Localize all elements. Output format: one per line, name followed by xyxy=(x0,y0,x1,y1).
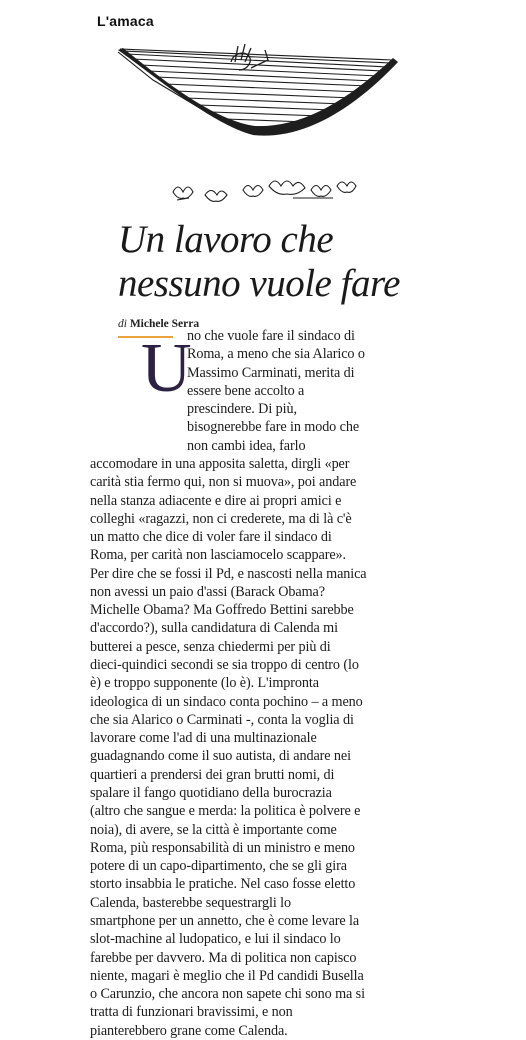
body-line: Per dire che se fossi il Pd, e nascosti nella manica xyxy=(90,565,367,582)
body-line: butterei a pesce, senza chiedermi per più di xyxy=(90,638,331,655)
body-line: guadagnando come il suo autista, di andare nei xyxy=(90,748,351,765)
body-line: prescindere. Di più, xyxy=(187,401,297,418)
body-line: Massimo Carminati, merita di xyxy=(187,364,355,381)
body-line: quartieri a prendersi dei gran brutti nomi, di xyxy=(90,766,335,783)
body-line: ideologica di un sindaco conta pochino – a meno xyxy=(90,693,363,710)
body-line: tratta di funzionari bravissimi, e non xyxy=(90,1004,293,1021)
body-line: smartphone per un annetto, che è come levare la xyxy=(90,912,360,929)
body-line: nella stanza adiacente e dire ai propri amici e xyxy=(90,492,342,509)
byline-prefix: di xyxy=(118,318,127,330)
drop-cap: U xyxy=(141,330,192,407)
body-line: non cambi idea, farlo xyxy=(187,437,306,454)
body-line: essere bene accolto a xyxy=(187,382,305,399)
author-name: Michele Serra xyxy=(129,318,200,330)
body-line: niente, magari è meglio che il Pd candidi Busella xyxy=(90,967,364,984)
body-line: bisognerebbe fare in modo che xyxy=(187,419,360,436)
body-line: colleghi «ragazzi, non ci crederete, ma di là c'è xyxy=(90,510,352,527)
body-line: che sia Alarico o Carminati -, conta la voglia di xyxy=(90,711,354,728)
body-line: non avessi un paio d'assi (Barack Obama? xyxy=(90,583,325,600)
body-line: Michelle Obama? Ma Goffredo Bettini sarebbe xyxy=(90,602,354,619)
column-rubric: L'amaca xyxy=(97,13,154,29)
body-line: un matto che dice di voler fare il sindaco di xyxy=(90,529,332,546)
body-line: d'accordo?), sulla candidatura di Calenda mi xyxy=(90,620,338,637)
body-line: farebbe per davvero. Ma di politica non capisco xyxy=(90,949,357,966)
body-line: (altro che sangue e merda: la politica è polvere e xyxy=(90,803,361,820)
body-line: noia), di avere, se la città è importante come xyxy=(90,821,337,838)
body-line: o Carunzio, che ancora non sapete chi sono ma si xyxy=(90,986,365,1003)
body-line: Calenda, basterebbe sequestrargli lo xyxy=(90,894,291,911)
article-title-line-2: nessuno vuole fare xyxy=(118,262,400,305)
article-title xyxy=(118,218,518,306)
body-line: accomodare in una apposita saletta, dirgli «per xyxy=(90,455,350,472)
body-line: slot-machine al ludopatico, e lui il sindaco lo xyxy=(90,931,341,948)
body-line: Roma, per carità non lasciamocelo scappare». xyxy=(90,547,346,564)
body-line: Roma, a meno che sia Alarico o xyxy=(187,346,365,363)
article-title-line-1: Un lavoro che xyxy=(118,218,334,261)
body-line: potere di un capo-dipartimento, che se gli gira xyxy=(90,858,347,875)
body-line: no che vuole fare il sindaco di xyxy=(187,328,355,344)
body-line: è) e troppo supponente (lo è). L'impronta xyxy=(90,675,319,692)
body-line: dieci-quindici secondi se sia troppo di centro (lo xyxy=(90,657,359,674)
body-line: lavorare come l'ad di una multinazionale xyxy=(90,730,317,747)
body-line: storto insabbia le pratiche. Nel caso fosse eletto xyxy=(90,876,356,893)
body-line: spalare il fango quotidiano della burocrazia xyxy=(90,785,332,801)
hammock-illustration xyxy=(93,40,408,208)
body-line: pianterebbero grane come Calenda. xyxy=(90,1022,288,1039)
body-line: Roma, più responsabilità di un ministro e meno xyxy=(90,839,355,856)
body-line: carità stia fermo qui, non si muova», poi andare xyxy=(90,474,357,491)
